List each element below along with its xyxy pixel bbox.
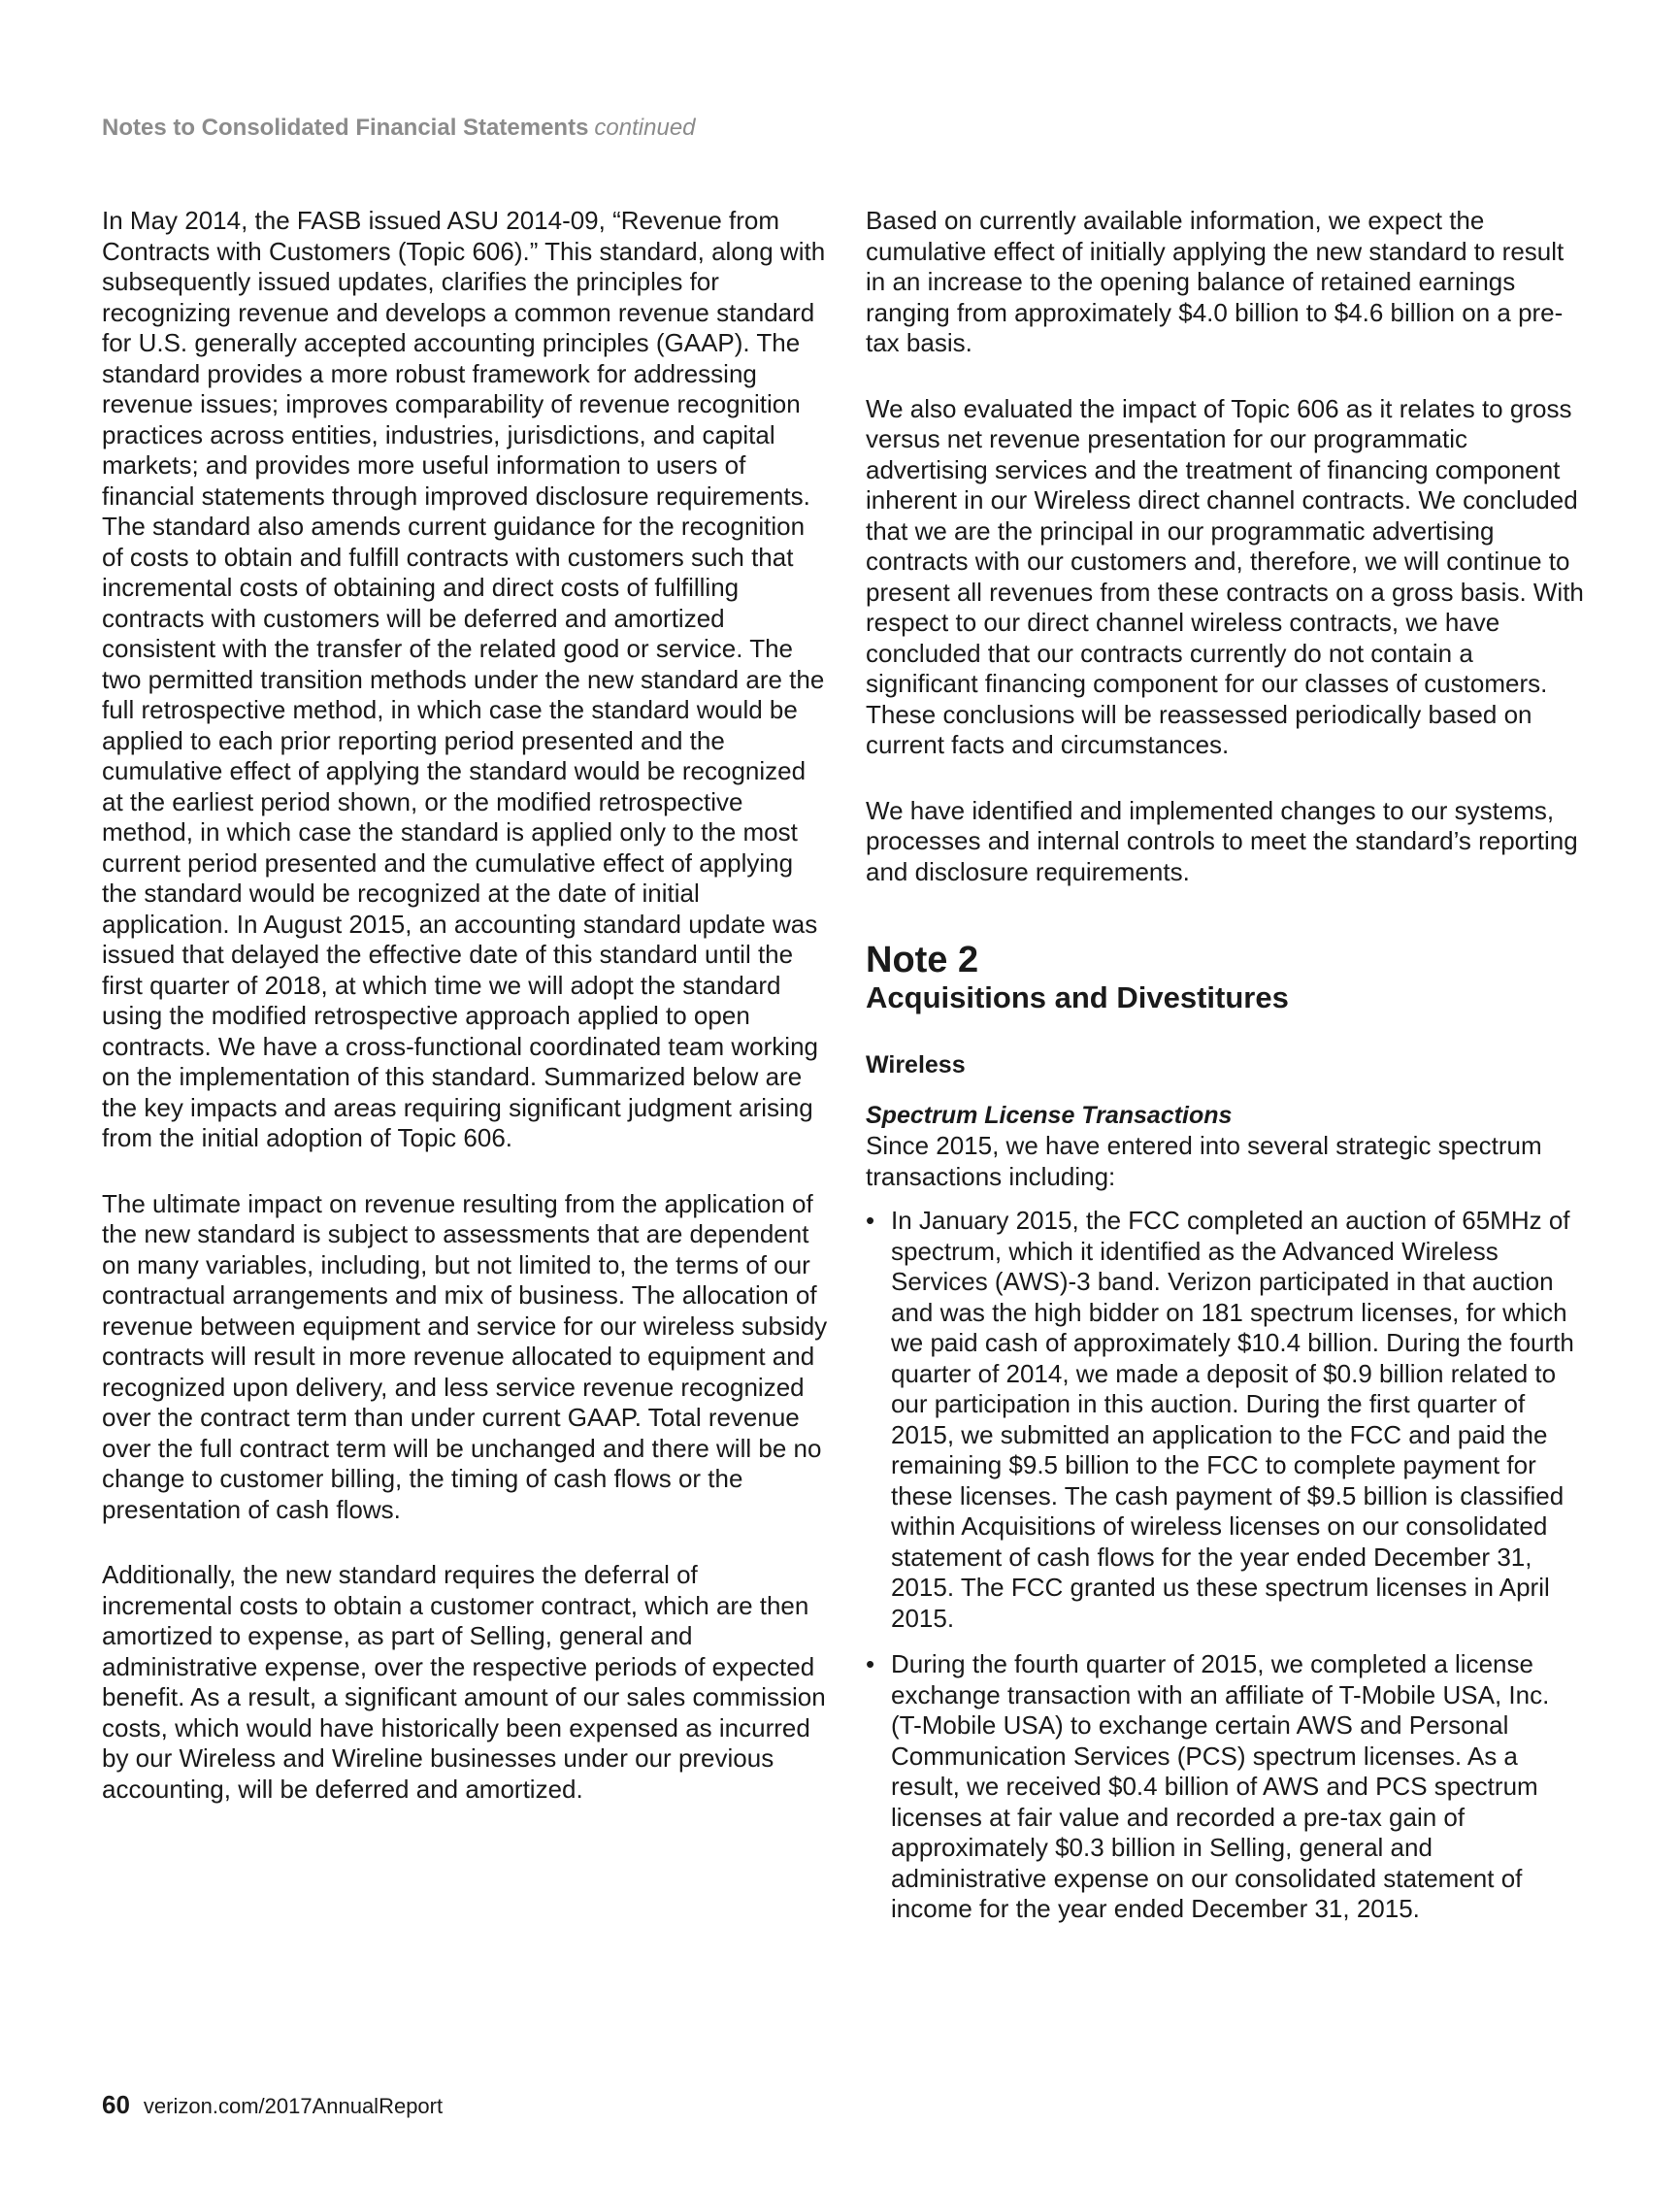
paragraph-internal-controls: We have identified and implemented changes to our systems, processes and internal controls to meet the standard’s reporting and disclosure requirements. <box>866 795 1578 886</box>
list-item-text: During the fourth quarter of 2015, we completed a license exchange transaction with an affiliate of T-Mobile USA, Inc. (T-Mobile USA) to exchange certain AWS and Personal Communication Services (PCS) spectrum licenses. As a result, we received $0.4 billion of AWS and PCS spectrum licenses at fair value and recorded a pre-tax gain of approximately $0.3 billion in Selling, general and administrative expense on our consolidated statement of income for the year ended December 31, 2015. <box>891 1649 1550 1923</box>
bullet-icon: • <box>866 1649 875 1678</box>
running-header <box>102 115 696 142</box>
page-number: 60 <box>102 2090 130 2119</box>
paragraph-gross-vs-net: We also evaluated the impact of Topic 606 as it relates to gross versus net revenue presentation for our programmatic advertising services and the treatment of financing component inherent in our Wireless direct channel contracts. We concluded that we are the principal in our programmatic advertising contracts with our customers and, therefore, we will continue to present all revenues from these contracts on a gross basis. With respect to our direct channel wireless contracts, we have concluded that our contracts currently do not contain a significant financing component for our classes of customers. These conclusions will be reassessed periodically based on current facts and circumstances. <box>866 393 1584 759</box>
right-column <box>866 206 1586 1941</box>
note-number: Note 2 <box>866 940 979 980</box>
list-item <box>866 1649 1586 1925</box>
list-item-text: In January 2015, the FCC completed an auction of 65MHz of spectrum, which it identified as the Advanced Wireless Services (AWS)-3 band. Verizon participated in that auction and was the high bidder on 181 spectrum licenses, for which we paid cash of approximately $10.4 billion. During the fourth quarter of 2014, we made a deposit of $0.9 billion related to our participation in this auction. During the first quarter of 2015, we submitted an application to the FCC and paid the remaining $9.5 billion to the FCC to complete payment for these licenses. The cash payment of $9.5 billion is classified within Acquisitions of wireless licenses on our consolidated statement of cash flows for the year ended December 31, 2015. The FCC granted us these spectrum licenses in April 2015. <box>891 1206 1574 1633</box>
paragraph-revenue-impact: The ultimate impact on revenue resulting from the application of the new standard is subject to assessments that are dependent on many variables, including, but not limited to, the terms of our contractual arrangements and mix of business. The allocation of revenue between equipment and service for our wireless subsidy contracts will result in more revenue allocated to equipment and recognized upon delivery, and less service revenue recognized over the contract term than under current GAAP. Total revenue over the full contract term will be unchanged and there will be no change to customer billing, the timing of cash flows or the presentation of cash flows. <box>102 1188 828 1524</box>
bullet-list <box>866 1206 1586 1925</box>
subsection-heading-spectrum: Spectrum License Transactions <box>866 1101 1233 1129</box>
paragraph-spectrum-intro: Since 2015, we have entered into several strategic spectrum transactions including: <box>866 1131 1542 1191</box>
paragraph-cost-deferral: Additionally, the new standard requires the deferral of incremental costs to obtain a customer contract, which are then amortized to expense, as part of Selling, general and administrative expense, over the respective periods of expected benefit. As a result, a significant amount of our sales commission costs, which would have historically been expensed as incurred by our Wireless and Wireline businesses under our previous accounting, will be deferred and amortized. <box>102 1560 826 1804</box>
paragraph-topic-606-overview: In May 2014, the FASB issued ASU 2014-09, “Revenue from Contracts with Customers (Topic 606).” This standard, along with subsequently issued updates, clarifies the principles for recognizing revenue and develops a common revenue standard for U.S. generally accepted accounting principles (GAAP). The standard provides a more robust framework for addressing revenue issues; improves comparability of revenue recognition practices across entities, industries, jurisdictions, and capital markets; and provides more useful information to users of financial statements through improved disclosure requirements. The standard also amends current guidance for the recognition of costs to obtain and fulfill contracts with customers such that incremental costs of obtaining and direct costs of fulfilling contracts with customers will be deferred and amortized consistent with the transfer of the related good or service. The two permitted transition methods under the new standard are the full retrospective method, in which case the standard would be applied to each prior reporting period presented and the cumulative effect of applying the standard would be recognized at the earliest period shown, or the modified retrospective method, in which case the standard is applied only to the most current period presented and the cumulative effect of applying the standard would be recognized at the date of initial application. In August 2015, an accounting standard update was issued that delayed the effective date of this standard until the first quarter of 2018, at which time we will adopt the standard using the modified retrospective approach applied to open contracts. We have a cross-functional coordinated team working on the implementation of this standard. Summarized below are the key impacts and areas requiring significant judgment arising from the initial adoption of Topic 606. <box>102 206 826 1152</box>
running-header-continued: continued <box>594 115 696 141</box>
list-item <box>866 1206 1586 1634</box>
running-header-title: Notes to Consolidated Financial Statements <box>102 115 589 141</box>
page-footer <box>102 2090 443 2120</box>
note-heading <box>866 940 1586 1015</box>
note-title: Acquisitions and Divestitures <box>866 980 1289 1014</box>
footer-url: verizon.com/2017AnnualReport <box>143 2094 444 2118</box>
section-heading-wireless: Wireless <box>866 1051 966 1078</box>
bullet-icon: • <box>866 1206 875 1235</box>
left-column <box>102 206 828 1840</box>
paragraph-retained-earnings: Based on currently available information, we expect the cumulative effect of initially applying the new standard to result in an increase to the opening balance of retained earnings ranging from approximately $4.0 billion to $4.6 billion on a pre-tax basis. <box>866 206 1565 357</box>
